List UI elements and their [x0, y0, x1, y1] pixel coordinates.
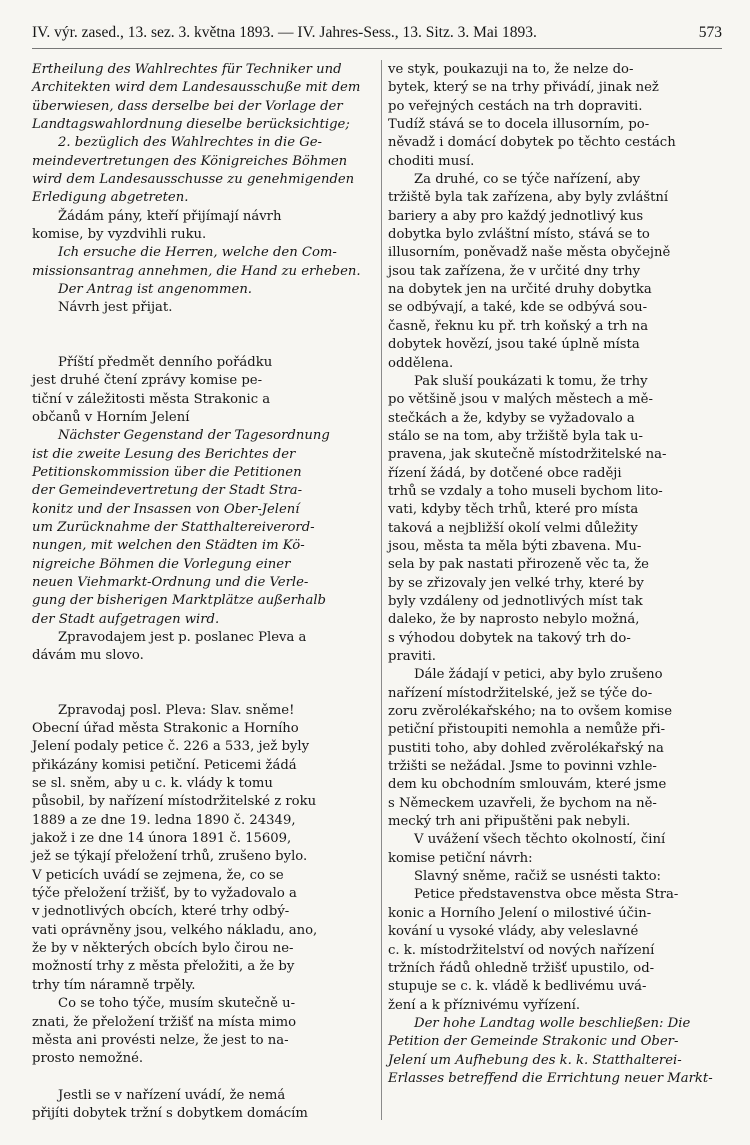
text-line: ist die zweite Lesung des Berichtes der [32, 446, 296, 462]
text-line: Der Antrag ist angenommen. [58, 282, 253, 298]
text-line: 1889 a ze dne 19. ledna 1890 č. 24349, [32, 812, 296, 828]
text-line: tržních řádů ohledně tržišť upustilo, od- [388, 960, 655, 976]
text-line: jakož i ze dne 14 února 1891 č. 15609, [32, 831, 292, 847]
text-line: něvadž i domácí dobytek po těchto cestách [388, 135, 676, 151]
text-line: Der hohe Landtag wolle beschließen: Die [414, 1015, 691, 1031]
column-divider [381, 60, 382, 1120]
text-line: Zpravodajem jest p. poslanec Pleva a [58, 629, 307, 645]
text-line: Erledigung abgetreten. [32, 190, 189, 206]
text-line: daleko, že by naprosto nebylo možná, [388, 612, 640, 628]
text-line: bariery a aby pro každý jednotlivý kus [388, 208, 644, 224]
text-line: trhů se vzdaly a toho museli bychom lito- [388, 483, 663, 499]
text-line: der Gemeindevertretung der Stadt Stra- [32, 483, 303, 499]
text-line: Jestli se v nařízení uvádí, že nemá [58, 1087, 286, 1103]
text-line: Návrh jest přijat. [58, 300, 173, 316]
text-line: konitz und der Insassen von Ober-Jelení [32, 501, 300, 517]
text-line: komise, by vyzdvihli ruku. [32, 227, 207, 243]
text-line: bytek, který se na trhy přivádí, jinak než [388, 80, 659, 96]
text-line: choditi musí. [388, 153, 475, 169]
text-line: Žádám pány, kteří přijímají návrh [58, 208, 282, 224]
text-line: Zpravodaj posl. Pleva: Slav. sněme! [58, 702, 295, 718]
text-line: mecký trh ani připuštěni pak nebyli. [388, 814, 631, 830]
text-line: Ich ersuche die Herren, welche den Com- [58, 245, 337, 261]
text-line: Pak sluší poukázati k tomu, že trhy [414, 373, 648, 389]
text-line: po veřejných cestách na trh dopraviti. [388, 98, 643, 114]
text-line: řízení žádá, by dotčené obce raději [388, 465, 622, 481]
text-line: trhy tím náramně trpěly. [32, 977, 196, 993]
text-line [32, 336, 376, 354]
text-line: komise petiční návrh: [388, 850, 533, 866]
text-line: V peticích uvádí se zejmena, že, co se [32, 867, 284, 883]
text-line: s Německem uzavřeli, že bychom na ně- [388, 795, 657, 811]
text-line: nigreiche Böhmen die Vorlegung einer [32, 556, 291, 572]
text-line: se sl. sněm, aby u c. k. vlády k tomu [32, 776, 273, 792]
left-column-text [32, 61, 376, 1123]
text-line: dem ku obchodním smlouvám, které jsme [388, 777, 667, 793]
text-line: na dobytek jen na určité druhy dobytka [388, 282, 652, 298]
text-line: 2. bezüglich des Wahlrechtes in die Ge- [58, 135, 323, 151]
text-line: stupuje se c. k. vládě k bedlivému uvá- [388, 979, 647, 995]
text-line: Jelení podaly petice č. 226 a 533, jež byly [32, 739, 310, 755]
text-line: meindevertretungen des Königreiches Böhmen [32, 153, 348, 169]
text-line: Tudíž stává se to docela illusorním, po- [388, 117, 650, 133]
text-line: stečkách a že, kdyby se vyžadovalo a [388, 410, 635, 426]
text-line: jsou tak zařízena, že v určité dny trhy [388, 263, 641, 279]
text-line: Landtagswahlordnung dieselbe berücksichtige; [32, 117, 350, 133]
text-line: tiční v záležitosti města Strakonic a [32, 391, 271, 407]
text-line: přikázány komisi petiční. Peticemi žádá [32, 757, 297, 773]
text-line: znati, že přeložení tržišť na místa mimo [32, 1014, 297, 1030]
text-line: sela by pak nastati přirozeně věc ta, že [388, 557, 649, 573]
text-line: že by v některých obcích bylo čirou ne- [32, 941, 294, 957]
text-line: byly vzdáleny od jednotlivých míst tak [388, 593, 643, 609]
text-line: taková a nejbližší okolí velmi důležity [388, 520, 638, 536]
page-number: 573 [698, 24, 722, 41]
text-line: občanů v Horním Jelení [32, 409, 190, 425]
right-column [388, 61, 723, 1088]
text-line: jsou, města ta měla býti zbavena. Mu- [388, 538, 642, 554]
text-line: praviti. [388, 649, 436, 664]
text-line: neuen Viehmarkt-Ordnung und die Verle- [32, 574, 309, 590]
left-column [32, 61, 376, 1123]
text-line: jež se týkají přeložení trhů, zrušeno bylo. [32, 849, 308, 865]
text-line: oddělena. [388, 355, 454, 371]
text-line: Příští předmět denního pořádku [58, 354, 273, 370]
text-line: se odbývají, a také, kde se odbývá sou- [388, 300, 648, 316]
text-line: pustiti toho, aby dohled zvěrolékařský na [388, 740, 664, 756]
text-line: nungen, mit welchen den Städten im Kö- [32, 538, 305, 554]
text-line: V uvážení všech těchto okolností, činí [414, 832, 666, 848]
text-line: Ertheilung des Wahlrechtes für Techniker und [32, 62, 342, 77]
text-line: Dále žádají v petici, aby bylo zrušeno [414, 667, 663, 683]
text-line: časně, řeknu ku př. trh koňský a trh na [388, 318, 649, 334]
text-line: možností trhy z města přeložiti, a že by [32, 959, 295, 975]
text-line: missionsantrag annehmen, die Hand zu erheben. [32, 263, 361, 279]
text-line: dobytek hovězí, jsou také úplně místa [388, 337, 640, 353]
text-line: Petition der Gemeinde Strakonic und Ober- [388, 1034, 679, 1050]
text-line: illusorním, poněvadž naše města obyčejně [388, 245, 671, 261]
text-line: Slavný sněme, račiž se usnésti takto: [414, 869, 662, 885]
text-line: konic a Horního Jelení o milostivé účin- [388, 905, 652, 921]
text-line: Co se toho týče, musím skutečně u- [58, 996, 296, 1012]
text-line: tržiště byla tak zařízena, aby byly zvláštní [388, 190, 669, 206]
text-line: s výhodou dobytek na takový trh do- [388, 630, 631, 646]
text-line: kování u vysoké vlády, aby veleslavné [388, 924, 639, 940]
text-line: pravena, jak skutečně místodržitelské na- [388, 447, 667, 463]
text-line: Jelení um Aufhebung des k. k. Statthalterei- [388, 1052, 682, 1068]
text-line: vati, kdyby těch trhů, které pro místa [388, 502, 639, 518]
text-line: týče přeložení tržišť, by to vyžadovalo a [32, 886, 297, 902]
text-line: Petitionskommission über die Petitionen [32, 464, 302, 480]
text-line: Za druhé, co se týče nařízení, aby [414, 172, 641, 188]
text-line: Nächster Gegenstand der Tagesordnung [58, 428, 330, 444]
text-line [32, 684, 376, 702]
text-line: gung der bisherigen Marktplätze außerhalb [32, 593, 326, 609]
text-line: zoru zvěrolékařského; na to ovšem komise [388, 704, 672, 720]
text-line: Architekten wird dem Landesausschuße mit dem [32, 80, 361, 96]
text-line [32, 666, 376, 684]
text-line: überwiesen, dass derselbe bei der Vorlage der [32, 98, 343, 114]
right-column-text [388, 61, 723, 1088]
text-line: petiční přistoupiti nemohla a nemůže při- [388, 722, 666, 738]
text-line: po většině jsou v malých městech a mě- [388, 392, 653, 408]
text-line: města ani provésti nelze, že jest to na- [32, 1032, 289, 1048]
text-line: dobytka bylo zvláštní místo, stává se to [388, 227, 650, 243]
text-line: der Stadt aufgetragen wird. [32, 611, 220, 627]
text-line: um Zurücknahme der Statthaltereiverord- [32, 519, 315, 535]
text-line: Erlasses betreffend die Errichtung neuer Markt- [388, 1070, 713, 1086]
text-line: tržišti se nežádal. Jsme to povinni vzhle- [388, 759, 657, 775]
running-header: IV. výr. zased., 13. sez. 3. května 1893. — IV. Jahres-Sess., 13. Sitz. 3. Mai 1893. [32, 24, 537, 41]
text-line: ve styk, poukazuji na to, že nelze do- [388, 62, 634, 77]
text-line: wird dem Landesausschusse zu genehmigenden [32, 172, 355, 188]
text-line: by se zřizovaly jen velké trhy, které by [388, 575, 644, 591]
text-line: c. k. místodržitelství od nových nařízení [388, 942, 655, 958]
text-line: žení a k příznivému vyřízení. [388, 997, 581, 1013]
text-line [32, 1069, 376, 1087]
text-line: prosto nemožné. [32, 1051, 144, 1067]
text-line: dávám mu slovo. [32, 648, 144, 664]
text-line: přijíti dobytek tržní s dobytkem domácím [32, 1105, 308, 1121]
text-line: Obecní úřad města Strakonic a Horního [32, 721, 299, 736]
text-line: jest druhé čtení zprávy komise pe- [32, 373, 263, 389]
page-header [32, 20, 722, 49]
text-line: vati oprávněny jsou, velkého nákladu, ano, [32, 922, 318, 938]
text-line: v jednotlivých obcích, které trhy odbý- [32, 904, 290, 920]
text-line: Petice představenstva obce města Stra- [414, 887, 679, 903]
text-line [32, 318, 376, 336]
text-line: stálo se na tom, aby tržiště byla tak u- [388, 428, 643, 444]
text-line: nařízení místodržitelské, jež se týče do- [388, 685, 653, 701]
text-line: působil, by nařízení místodržitelské z roku [32, 794, 317, 810]
